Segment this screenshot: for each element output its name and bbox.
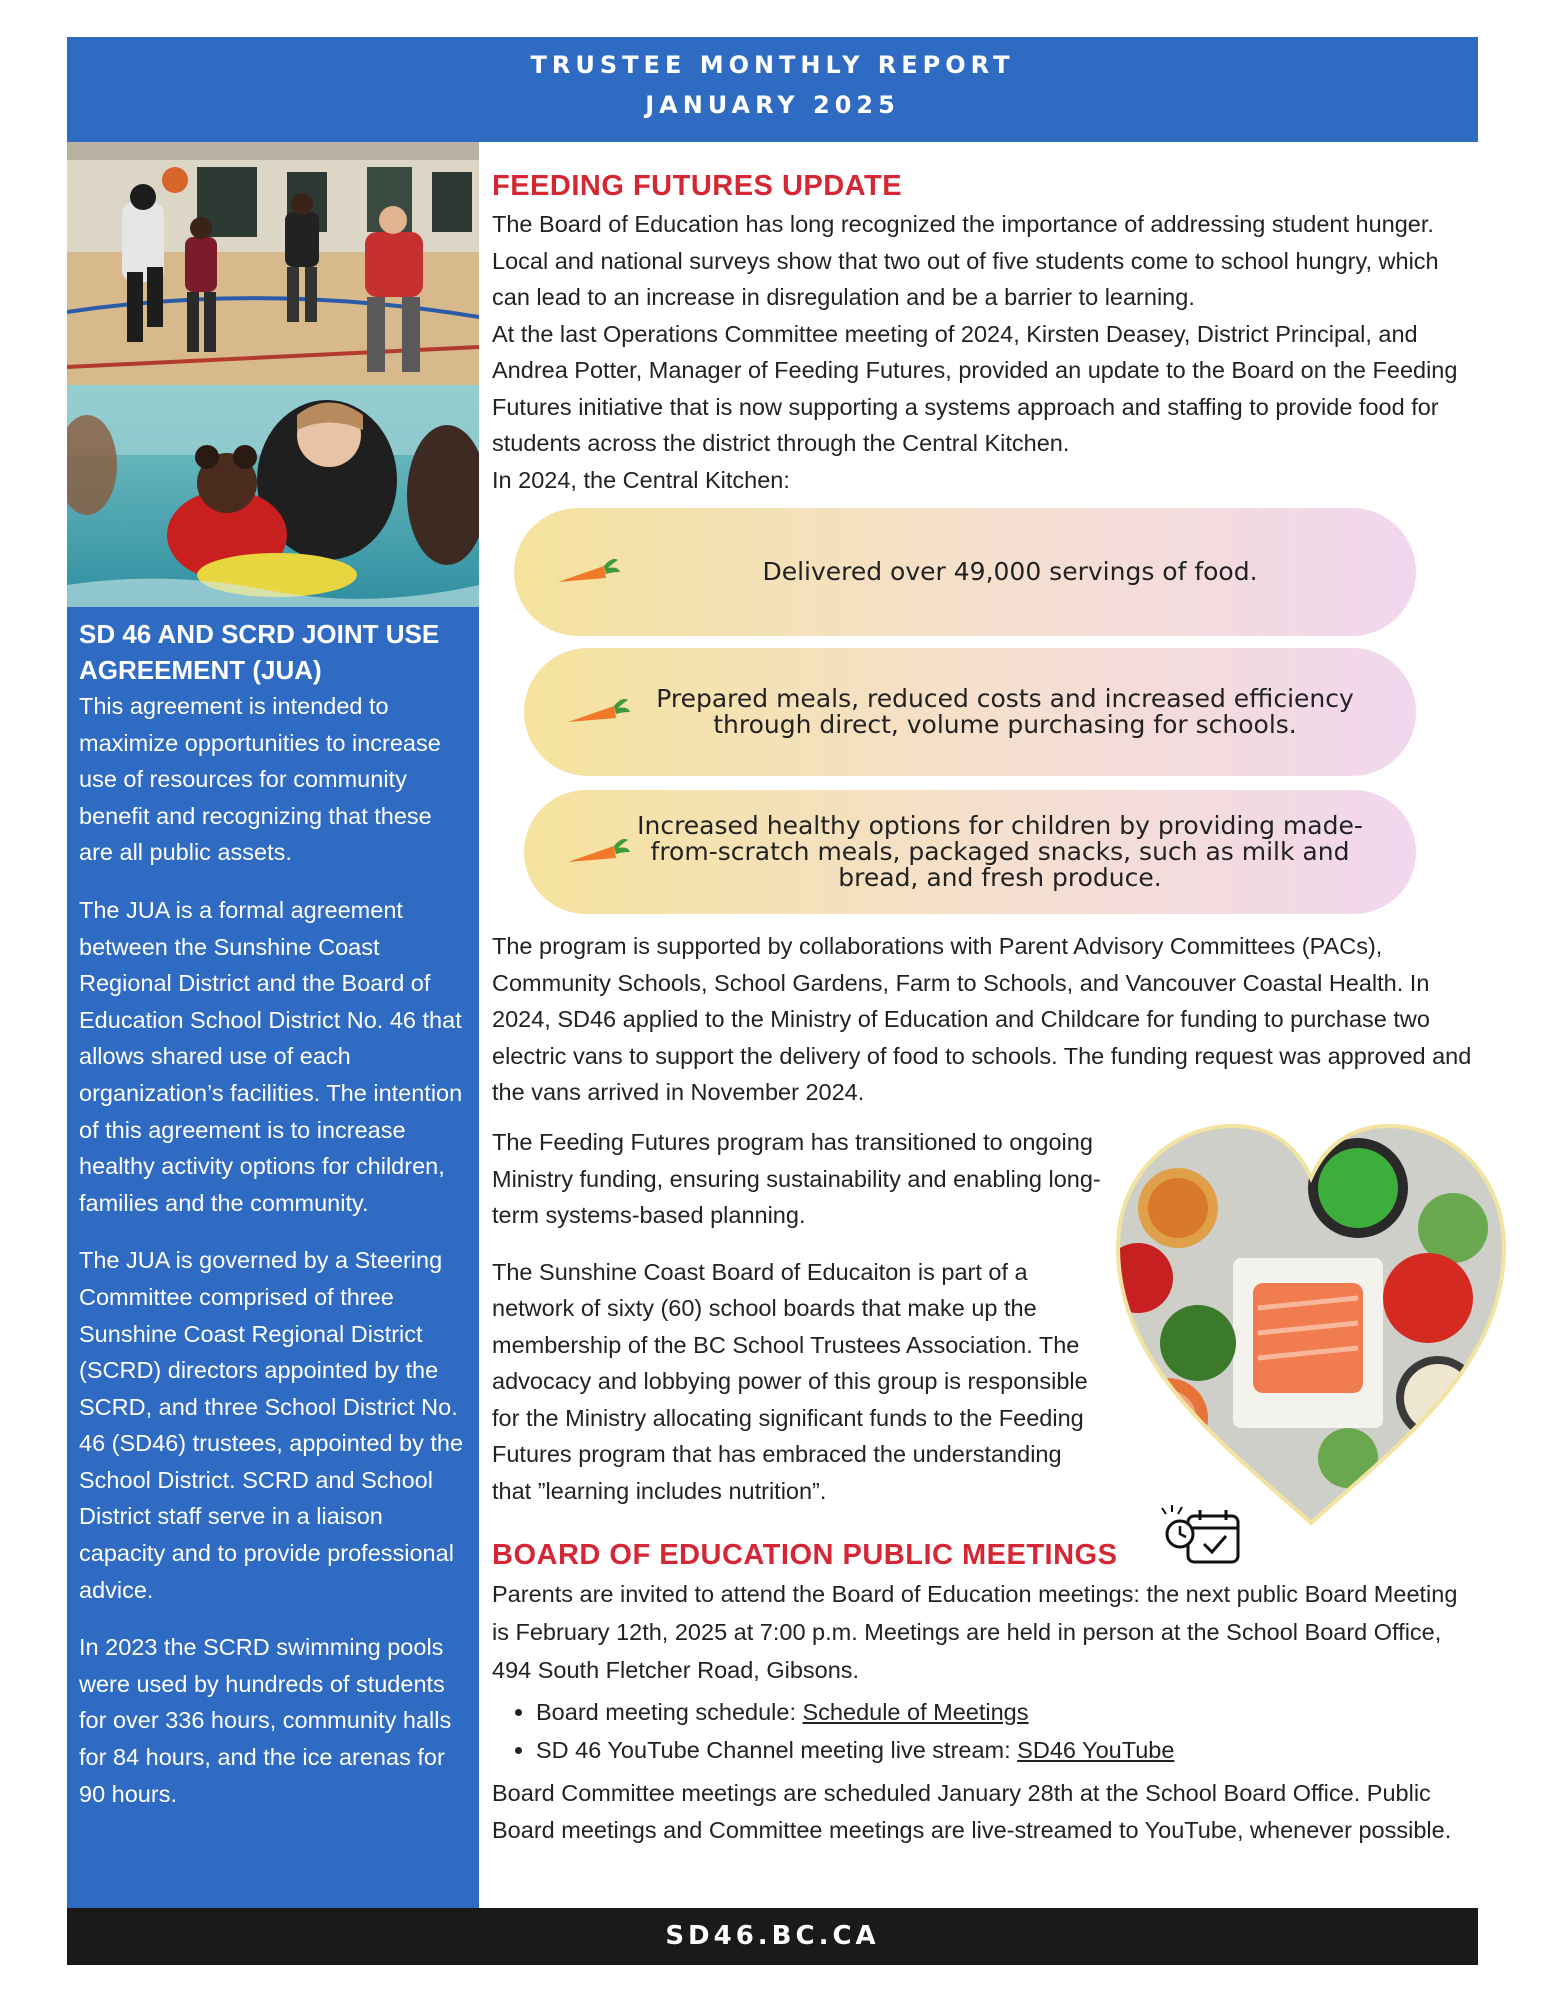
meetings-heading: BOARD OF EDUCATION PUBLIC MEETINGS (492, 1539, 1118, 1571)
jua-heading: SD 46 AND SCRD JOINT USE AGREEMENT (JUA) (79, 619, 440, 685)
feeding-paragraph: The program is supported by collaborations with Parent Advisory Committees (PACs), Community Schools, School Gardens, Farm to Schools, and Vancouver Coastal Health. In 2024, SD46 applied to the Ministry of Education and Childcare for funding to purchase two electric vans to support the delivery of food to schools. The funding request was approved and the vans arrived in November 2024. (492, 933, 1472, 1105)
achievement-pill (524, 648, 1416, 776)
schedule-of-meetings-link[interactable]: Schedule of Meetings (802, 1699, 1029, 1725)
carrot-icon (564, 692, 632, 732)
pill-text: Prepared meals, reduced costs and increased efficiency through direct, volume purchasing for schools. (656, 684, 1354, 739)
list-item (536, 1731, 1477, 1769)
achievement-pill (524, 790, 1416, 914)
bullet-label: Board meeting schedule: (536, 1699, 803, 1725)
carrot-icon (554, 552, 622, 592)
pill-text: Delivered over 49,000 servings of food. (762, 557, 1258, 586)
bullet-label: SD 46 YouTube Channel meeting live stream: (536, 1737, 1018, 1763)
report-title: TRUSTEE MONTHLY REPORT (530, 51, 1015, 79)
feeding-paragraph: The Sunshine Coast Board of Educaiton is part of a network of sixty (60) school boards that make up the membership of the BC School Trustees Association. The advocacy and lobbying power of this group is responsible for the Ministry allocating significant funds to the Feeding Futures program that has embraced the understanding that ”learning includes nutrition”. (492, 1258, 1088, 1504)
report-header (67, 37, 1478, 142)
heart-food-image (1108, 1118, 1514, 1532)
meetings-paragraph: Parents are invited to attend the Board of Education meetings: the next public Board Meeting is February 12th, 2025 at 7:00 p.m. Meetings are held in person at the School Board Office, 494 South Fletcher Road, Gibsons. (492, 1581, 1458, 1683)
sd46-youtube-link[interactable]: SD46 YouTube (1017, 1737, 1175, 1763)
jua-paragraph: The JUA is a formal agreement between the Sunshine Coast Regional District and the Board of Education School District No. 46 that allows shared use of each organization’s facilities. The intention of this agreement is to increase healthy activity options for children, families and the community. (79, 896, 463, 1216)
basketball-gym-photo (67, 142, 479, 385)
main-content (492, 166, 1477, 498)
meetings-section (492, 1535, 1477, 1848)
feeding-paragraph: The Feeding Futures program has transitioned to ongoing Ministry funding, ensuring sustainability and enabling long-term systems-based planning. (492, 1129, 1101, 1228)
footer-url[interactable]: SD46.BC.CA (67, 1908, 1478, 1965)
report-date: JANUARY 2025 (645, 91, 900, 119)
feeding-futures-heading: FEEDING FUTURES UPDATE (492, 170, 903, 202)
jua-paragraph: In 2023 the SCRD swimming pools were used by hundreds of students for over 336 hours, community halls for 84 hours, and the ice arenas for 90 hours. (79, 1634, 452, 1807)
meeting-links-list (492, 1693, 1477, 1769)
feeding-paragraph: The Board of Education has long recognized the importance of addressing student hunger. Local and national surveys show that two out of five students come to school hungry, which can lead to an increase in disregulation and be a barrier to learning. (492, 211, 1439, 310)
funding-section (492, 1124, 1107, 1509)
carrot-icon (564, 832, 632, 872)
calendar-check-icon (1158, 1502, 1244, 1568)
pill-text: Increased healthy options for children by providing made-from-scratch meals, packaged snacks, such as milk and bread, and fresh produce. (637, 811, 1363, 892)
swimming-lesson-photo (67, 385, 479, 607)
program-section (492, 928, 1477, 1111)
feeding-paragraph: In 2024, the Central Kitchen: (492, 466, 790, 493)
jua-paragraph: This agreement is intended to maximize opportunities to increase use of resources for community benefit and recognizing that these are all public assets. (79, 693, 441, 866)
list-item (536, 1693, 1477, 1731)
feeding-paragraph: At the last Operations Committee meeting of 2024, Kirsten Deasey, District Principal, and Andrea Potter, Manager of Feeding Futures, provided an update to the Board on the Feeding Futures initiative that is now supporting a systems approach and staffing to provide food for students across the district through the Central Kitchen. (492, 320, 1458, 456)
achievement-pill (514, 508, 1416, 636)
jua-section (79, 616, 471, 1833)
meetings-paragraph: Board Committee meetings are scheduled January 28th at the School Board Office. Public Board meetings and Committee meetings are live-streamed to YouTube, whenever possible. (492, 1780, 1452, 1843)
jua-paragraph: The JUA is governed by a Steering Committee comprised of three Sunshine Coast Regional District (SCRD) directors appointed by the SCRD, and three School District No. 46 (SD46) trustees, appointed by the School District. SCRD and School District staff serve in a liaison capacity and to provide professional advice. (79, 1247, 464, 1603)
